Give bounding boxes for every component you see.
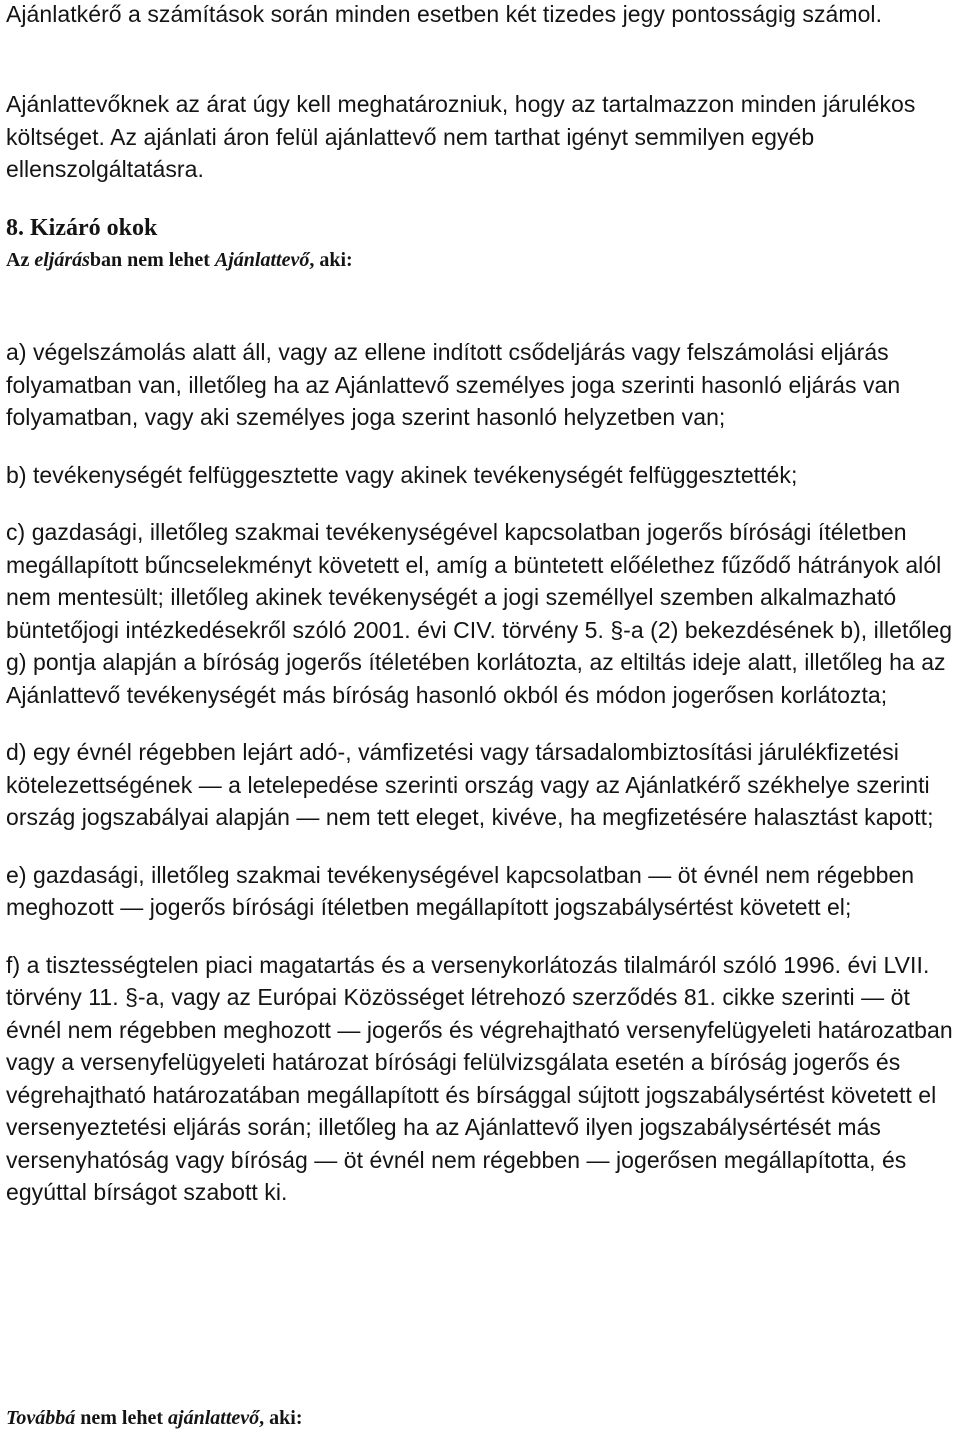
further-text-2: , aki: (259, 1407, 303, 1429)
list-item-e: e) gazdasági, illetőleg szakmai tevékenységével kapcsolatban — öt évnél nem régebben meghozott — jogerős bírósági ítéletben megállapított jogszabálysértést követett el; (6, 861, 915, 920)
further-intro (6, 1405, 302, 1431)
further-italic-tovabba: Továbbá (6, 1407, 76, 1429)
list-item-b: b) tevékenységét felfüggesztette vagy akinek tevékenységét felfüggesztették; (6, 461, 798, 488)
further-italic-ajanlattevo: ajánlattevő (168, 1407, 260, 1429)
paragraph-pricing: Ajánlattevőknek az árat úgy kell meghatározniuk, hogy az tartalmazzon minden járulékos költséget. Az ajánlati áron felül ajánlattevő nem tarthat igényt semmilyen egyéb ellenszolgáltatásra. (6, 91, 916, 182)
intro-italic-eljaras: eljárás (34, 249, 90, 271)
further-text-1: nem lehet (75, 1407, 169, 1429)
list-item-d: d) egy évnél régebben lejárt adó-, vámfizetési vagy társadalombiztosítási járulékfizetési kötelezettségének — a letelepedése szerinti ország vagy az Ajánlatkérő székhelye szerinti ország jogszabályai alapján — nem tett eleget, kivéve, ha megfizetésére halasztást kapott; (6, 739, 934, 830)
intro-italic-ajanlattevo: Ajánlattevő (214, 249, 310, 271)
section-intro (6, 247, 353, 273)
intro-text-1: Az (6, 249, 35, 271)
intro-text-2: ban nem lehet (89, 249, 215, 271)
list-item-a: a) végelszámolás alatt áll, vagy az ellene indított csődeljárás vagy felszámolási eljárás folyamatban van, illetőleg ha az Ajánlattevő személyes joga szerinti hasonló eljárás van folyamatban, vagy aki személyes joga szerint hasonló helyzetben van; (6, 339, 901, 430)
paragraph-precision: Ajánlatkérő a számítások során minden esetben két tizedes jegy pontosságig számol. (6, 1, 883, 27)
list-item-f: f) a tisztességtelen piaci magatartás és a versenykorlátozás tilalmáról szóló 1996. évi LVII. törvény 11. §-a, vagy az Európai Közösséget létrehozó szerződés 81. cikke szerinti — öt évnél nem régebben meghozott — jogerős és végrehajtható versenyfelügyeleti határozatban vagy a versenyfelügyeleti határozat bírósági felülvizsgálata esetén a bíróság jogerős és végrehajtható határozatában megállapított és bírsággal sújtott jogszabálysértést követett el versenyeztetési eljárás során; illetőleg ha az Ajánlattevő ilyen jogszabálysértését más versenyhatóság vagy bíróság — öt évnél nem régebben — jogerősen megállapította, és egyúttal bírságot szabott ki. (6, 951, 953, 1205)
intro-text-3: , aki: (309, 249, 353, 271)
exclusion-list (6, 336, 954, 1234)
list-item-c: c) gazdasági, illetőleg szakmai tevékenységével kapcsolatban jogerős bírósági ítéletben megállapított bűncselekményt követett el, amíg a büntetett előélethez fűződő hátrányok alól nem mentesült; illetőleg akinek tevékenységét a jogi személlyel szemben alkalmazható büntetőjogi intézkedésekről szóló 2001. évi CIV. törvény 5. §-a (2) bekezdésének b), illetőleg g) pontja alapján a bíróság jogerős ítéletében korlátozta, az eltiltás ideje alatt, illetőleg ha az Ajánlattevő tevékenységét más bíróság hasonló okból és módon jogerősen korlátozta; (6, 519, 953, 708)
section-heading: 8. Kizáró okok (6, 215, 158, 241)
